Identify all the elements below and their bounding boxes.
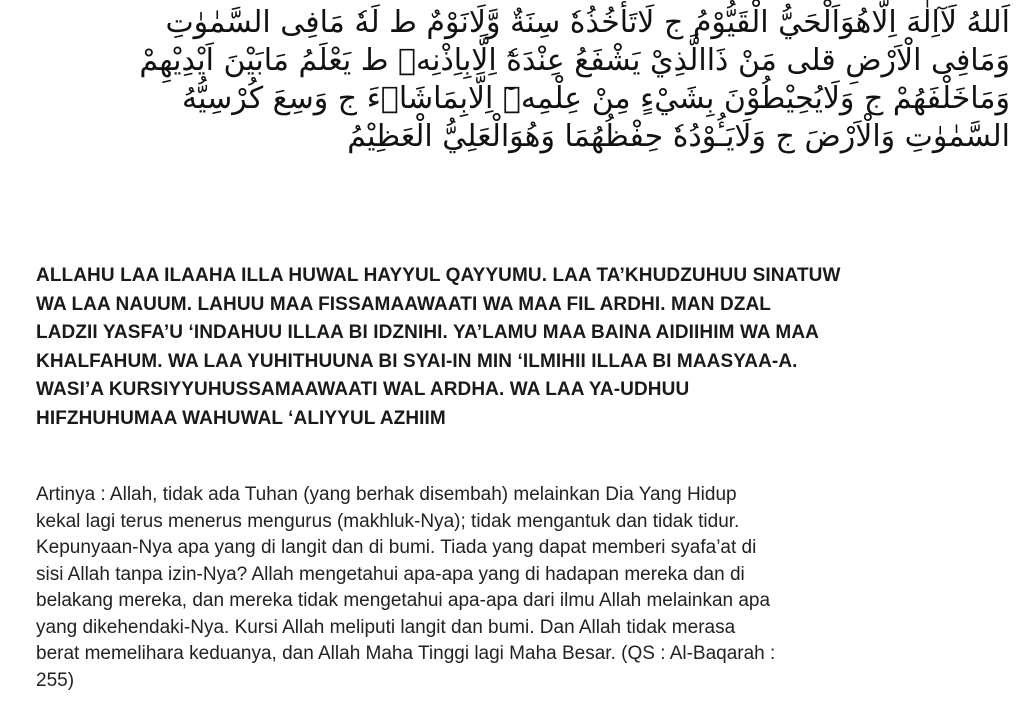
arabic-verse: [30, 4, 1010, 156]
translation-line: kekal lagi terus menerus mengurus (makhluk-Nya); tidak mengantuk dan tidak tidur.: [36, 510, 740, 532]
translation-line: Artinya : Allah, tidak ada Tuhan (yang berhak disembah) melainkan Dia Yang Hidup: [36, 484, 737, 505]
arabic-line: وَمَاخَلْفَهُمْ ج وَلَايُحِيْطُوْنَ بِشَيْءٍ مِنْ عِلْمِهٖٓ اِلَّابِمَاشَاۤءَ ج وَسِعَ كُرْسِيُّهُ: [182, 81, 1010, 116]
arabic-line: وَمَافِى الْاَرْضِ قلى مَنْ ذَاالَّذِيْ يَشْفَعُ عِنْدَهٗٓ اِلَّابِاِذْنِهٖ ط يَعْلَمُ مَابَيْنَ اَيْدِيْهِمْ: [139, 43, 1010, 78]
translation-line: belakang mereka, dan mereka tidak mengetahui apa-apa dari ilmu Allah melainkan apa: [36, 590, 771, 611]
translation-line: berat memelihara keduanya, dan Allah Maha Tinggi lagi Maha Besar. (QS : Al-Baqarah :: [36, 643, 776, 664]
transliteration-line: ALLAHU LAA ILAAHA ILLA HUWAL HAYYUL QAYYUMU. LAA TA’KHUDZUHUU SINATUW: [36, 265, 841, 286]
translation-paragraph: [36, 482, 1006, 694]
arabic-line: السَّمٰوٰتِ وَالْاَرْضَ ج وَلَايَـُٔوْدُهٗ حِفْظُهُمَا وَهُوَالْعَلِيُّ الْعَظِيْمُ: [347, 119, 1010, 154]
transliteration-line: KHALFAHUM. WA LAA YUHITHUUNA BI SYAI-IN MIN ‘ILMIHII ILLAA BI MAASYAA-A.: [36, 350, 798, 372]
transliteration-line: LADZII YASFA’U ‘INDAHUU ILLAA BI IDZNIHI. YA’LAMU MAA BAINA AIDIIHIM WA MAA: [36, 322, 819, 343]
translation-line: sisi Allah tanpa izin-Nya? Allah mengetahui apa-apa yang di hadapan mereka dan di: [36, 563, 745, 585]
arabic-line: اَللهُ لَآاِلٰهَ اِلَّاهُوَاَلْحَيُّ الْقَيُّوْمُ ج لَاتَأْخُذُهٗ سِنَةٌ وَّلَانَوْمٌ ط لَهٗ مَافِى السَّمٰوٰتِ: [165, 5, 1010, 40]
transliteration-line: WASI’A KURSIYYUHUSSAMAAWAATI WAL ARDHA. WA LAA YA-UDHUU: [36, 379, 690, 400]
translation-line: yang dikehendaki-Nya. Kursi Allah meliputi langit dan bumi. Dan Allah tidak merasa: [36, 616, 736, 638]
transliteration-line: WA LAA NAUUM. LAHUU MAA FISSAMAAWAATI WA MAA FIL ARDHI. MAN DZAL: [36, 293, 772, 315]
transliteration-line: HIFZHUHUMAA WAHUWAL ‘ALIYYUL AZHIIM: [36, 407, 446, 429]
transliteration-paragraph: [36, 262, 1006, 433]
translation-line: 255): [36, 669, 75, 691]
translation-line: Kepunyaan-Nya apa yang di langit dan di bumi. Tiada yang dapat memberi syafa’at di: [36, 537, 757, 558]
